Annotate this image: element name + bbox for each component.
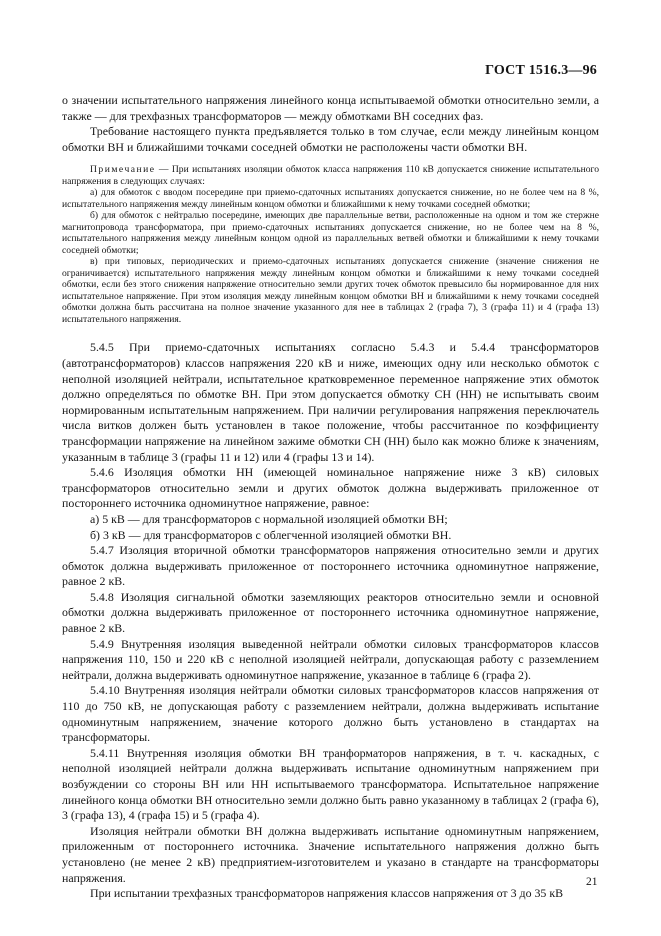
section-5-4-5: 5.4.5 При приемо-сдаточных испытаниях согласно 5.4.3 и 5.4.4 трансформаторов (автотрансформаторов) классов напряжения 220 кВ и ниже, имеющих одну или несколько обмоток с неполной изоляцией нейтрали, испытательное кратковременное переменное напряжение этих обмоток должно определяться по обмотке ВН. При этом допускается обмотку СН (НН) не испытывать своим нормированным испытательным напряжением. При наличии регулирования напряжения переключатель числа витков должен быть установлен в такое положение, чтобы рассчитанное по коэффициенту трансформации напряжение на линейном зажиме обмотки СН (НН) было как можно ближе к значениям, указанным в таблице 3 (графы 11 и 12) или 4 (графы 13 и 14).	[62, 340, 599, 464]
note-item-b: б) для обмоток с нейтралью посередине, имеющих две параллельные ветви, расположенные на одном и том же стержне магнитопровода трансформатора, при приемо-сдаточных испытаниях допускается снижение, но не более чем на 8 %, испытательного напряжения между линейным концом одной из параллельных ветвей обмотки и ближайшими к нему точками соседней обмотки;	[62, 210, 599, 256]
section-5-4-6-item-a: а) 5 кВ — для трансформаторов с нормальной изоляцией обмотки ВН;	[90, 511, 448, 526]
paragraph-three-phase: При испытании трехфазных трансформаторов напряжения классов напряжения от 3 до 35 кВ	[90, 886, 564, 901]
note-intro-text: — При испытаниях изоляции обмоток класса напряжения 110 кВ допускается снижение испытательного напряжения в следующих случаях:	[62, 164, 599, 187]
section-5-4-6: 5.4.6 Изоляция обмотки НН (имеющей номинальное напряжение ниже 3 кВ) силовых трансформаторов относительно земли и других обмоток должна выдерживать приложенное от постороннего источника одноминутное напряжение, равное:	[62, 465, 599, 511]
note-intro	[62, 164, 599, 187]
section-5-4-8: 5.4.8 Изоляция сигнальной обмотки заземляющих реакторов относительно земли и основной обмотки должна выдерживать приложенное от постороннего источника одноминутное напряжение, равное 2 кВ.	[62, 589, 599, 636]
paragraph-neutral-insulation: Изоляция нейтрали обмотки ВН должна выдерживать испытание одноминутным напряжением, приложенным от постороннего источника. Значение испытательного напряжения должно быть установлено (не менее 2 кВ) предприятием-изготовителем и указано в стандарте на трансформаторы напряжения.	[62, 823, 599, 885]
section-5-4-7: 5.4.7 Изоляция вторичной обмотки трансформаторов напряжения относительно земли и других обмоток должна выдерживать приложенное от постороннего источника одноминутное напряжение, равное 2 кВ.	[62, 543, 599, 589]
paragraph-requirement: Требование настоящего пункта предъявляется только в том случае, если между линейным концом обмотки ВН и ближайшими точками соседней обмотки не расположены части обмотки ВН.	[62, 124, 599, 154]
note-label: Примечание	[90, 164, 156, 176]
page-content	[62, 93, 599, 902]
page-number: 21	[586, 876, 598, 888]
note-item-a: а) для обмоток с вводом посередине при приемо-сдаточных испытаниях допускается снижение, но не более чем на 8 %, испытательного напряжения между линейным концом обмотки и ближайшими к нему точками соседней обмотки;	[62, 187, 599, 210]
section-5-4-6-item-b: б) 3 кВ — для трансформаторов с облегченной изоляцией обмотки ВН.	[90, 527, 452, 542]
note-block	[62, 164, 599, 325]
section-5-4-9: 5.4.9 Внутренняя изоляция выведенной нейтрали обмотки силовых трансформаторов классов напряжения 110, 150 и 220 кВ с неполной изоляцией нейтрали, допускающая работу с разземлением нейтрали, должна выдерживать одноминутное напряжение, указанное в таблице 6 (графа 2).	[62, 636, 599, 682]
section-5-4-10: 5.4.10 Внутренняя изоляция нейтрали обмотки силовых трансформаторов классов напряжения от 110 до 750 кВ, не допускающая работу с разземлением нейтрали, должна выдерживать испытание одноминутным напряжением, значение которого должно быть установлено в стандартах на трансформаторы.	[62, 683, 599, 745]
paragraph-continuation: о значении испытательного напряжения линейного конца испытываемой обмотки относительно земли, а также — для трехфазных трансформаторов — между обмотками ВН соседних фаз.	[62, 93, 599, 123]
document-code-header: ГОСТ 1516.3—96	[485, 63, 597, 78]
note-item-v: в) при типовых, периодических и приемо-сдаточных испытаниях допускается снижение (значение снижения не ограничивается) испытательного напряжения между линейным концом обмотки и ближайшими к нему точками соседней обмотки, если без этого снижения напряжение относительно земли других точек обмоток превысило бы нормированное для них испытательное напряжение. При этом изоляция между линейным концом обмотки ВН и ближайшими к нему точками соседней обмотки должна быть рассчитана на полное значение указанного для нее в таблицах 2 (графа 7), 3 (графа 11) и 4 (графа 13) испытательного напряжения.	[62, 256, 599, 325]
section-5-4-11: 5.4.11 Внутренняя изоляция обмотки ВН транформаторов напряжения, в т. ч. каскадных, с неполной изоляцией нейтрали должна выдерживать испытание одноминутным напряжением при возбуждении со стороны ВН или НН испытываемого трансформатора. Испытательное напряжение линейного конца обмотки ВН относительно земли должно быть равно указанному в таблицах 2 (графа 6), 3 (графа 13), 4 (графа 15) и 5 (графа 4).	[62, 745, 599, 823]
